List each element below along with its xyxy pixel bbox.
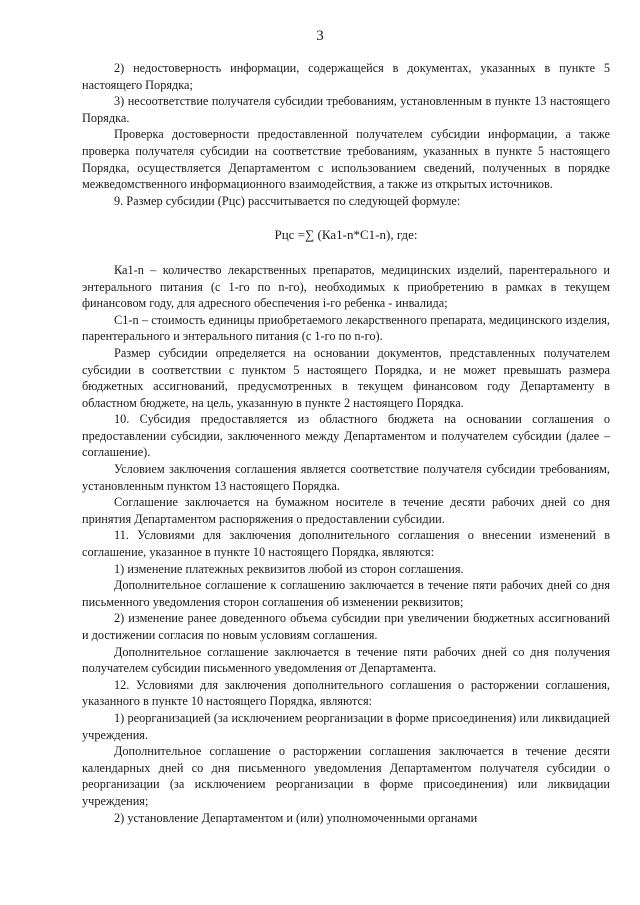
subsidy-formula: Рцс =∑ (Ка1-n*С1-n), где:	[274, 227, 418, 243]
paragraph: Проверка достоверности предоставленной получателем субсидии информации, а также проверка получателя субсидии на соответствие требованиям, указанных в пункте 5 настоящего Порядка, осуществляется Департаментом с использованием сведений, полученных в порядке межведомственного информационного взаимодействия, а также из открытых источников.	[82, 127, 610, 192]
paragraph: 2) изменение ранее доведенного объема субсидии при увеличении бюджетных ассигнований и достижении согласия по новым условиям соглашения.	[82, 611, 610, 642]
paragraph: 2) недостоверность информации, содержащейся в документах, указанных в пункте 5 настоящего Порядка;	[82, 61, 610, 92]
paragraph: 3) несоответствие получателя субсидии требованиям, установленным в пункте 13 настоящего Порядка.	[82, 94, 610, 125]
paragraph: 1) реорганизацией (за исключением реорганизации в форме присоединения) или ликвидацией учреждения.	[82, 710, 610, 742]
paragraph: Соглашение заключается на бумажном носителе в течение десяти рабочих дней со дня принятия Департаментом распоряжения о предоставлении субсидии.	[82, 495, 610, 526]
paragraph: 11. Условиями для заключения дополнительного соглашения о внесении изменений в соглашение, указанное в пункте 10 настоящего Порядка, являются:	[82, 528, 610, 560]
paragraph: 12. Условиями для заключения дополнительного соглашения о расторжении соглашения, указанного в пункте 10 настоящего Порядка, являются:	[82, 677, 610, 709]
paragraph: Дополнительное соглашение заключается в течение пяти рабочих дней со дня получения получателем субсидии письменного уведомления от Департамента.	[82, 644, 610, 676]
page-number: 3	[316, 28, 324, 44]
paragraph: 1) изменение платежных реквизитов любой из сторон соглашения.	[114, 561, 464, 576]
paragraph: Размер субсидии определяется на основании документов, представленных получателем субсидии в соответствии с пунктом 5 настоящего Порядка, и не может превышать размера бюджетных ассигнований, предусмотренных в текущем финансовом году Департаменту в областном бюджете, на цель, указанную в пункте 2 настоящего Порядка.	[82, 345, 610, 410]
paragraph: Дополнительное соглашение о расторжении соглашения заключается в течение десяти календарных дней со дня письменного уведомления Департаментом получателя субсидии о реорганизации (за исключением реорганизации в форме присоединения) или ликвидации учреждения;	[82, 744, 610, 808]
paragraph: 10. Субсидия предоставляется из областного бюджета на основании соглашения о предоставлении субсидии, заключенного между Департаментом и получателем субсидии (далее – соглашение).	[82, 412, 610, 460]
paragraph: Условием заключения соглашения является соответствие получателя субсидии требованиям, установленным пунктом 13 настоящего Порядка.	[82, 462, 610, 493]
document-body	[82, 60, 610, 826]
paragraph: 9. Размер субсидии (Рцс) рассчитывается по следующей формуле:	[114, 193, 461, 208]
paragraph: Дополнительное соглашение к соглашению заключается в течение пяти рабочих дней со дня письменного уведомления сторон соглашения об изменении реквизитов;	[82, 578, 610, 609]
paragraph: Ка1-n – количество лекарственных препаратов, медицинских изделий, парентерального и энтерального питания (с 1-го по n-го), необходимых к приобретению в рамках в текущем финансовом году, для адресного обеспечения i-го ребенка - инвалида;	[82, 262, 610, 311]
paragraph: С1-n – стоимость единицы приобретаемого лекарственного препарата, медицинского изделия, парентерального и энтерального питания (с 1-го по n-го).	[82, 312, 610, 344]
paragraph: 2) установление Департаментом и (или) уполномоченными органами	[114, 810, 478, 825]
